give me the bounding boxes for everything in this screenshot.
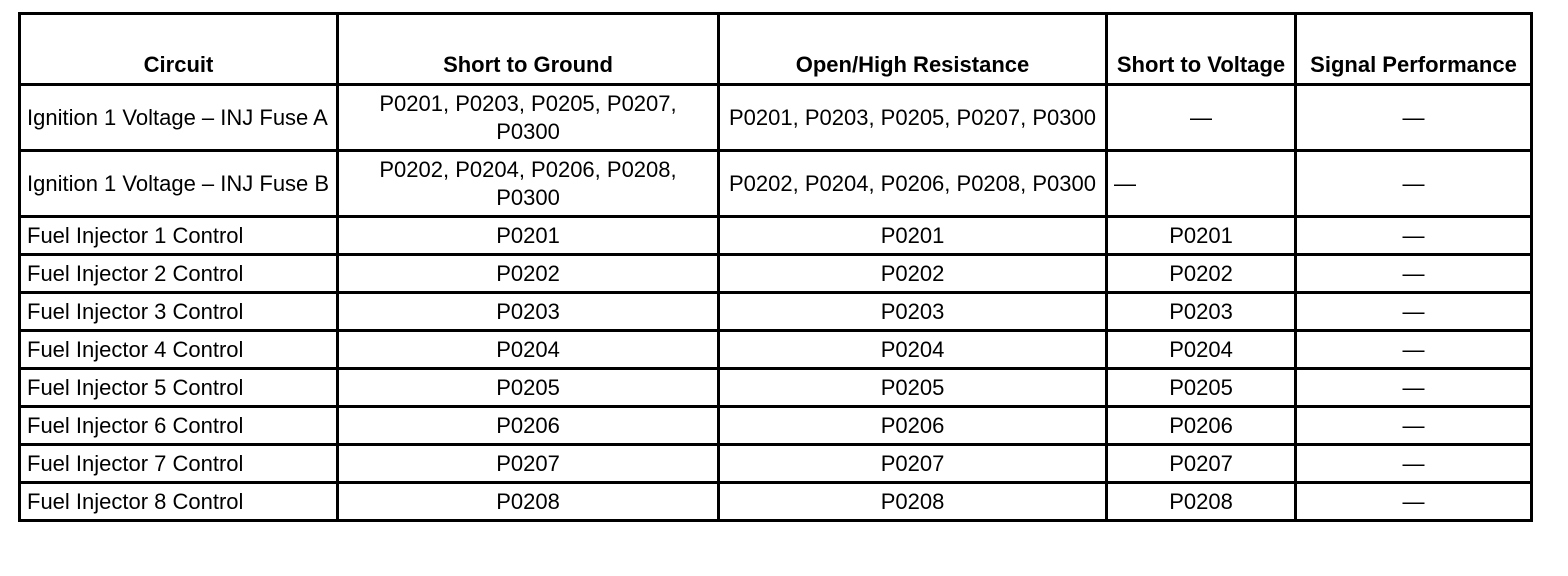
cell-signal-performance: — xyxy=(1296,293,1532,331)
cell-short-to-voltage: P0203 xyxy=(1107,293,1296,331)
cell-signal-performance: — xyxy=(1296,331,1532,369)
cell-open-high-resistance: P0201, P0203, P0205, P0207, P0300 xyxy=(719,85,1107,151)
cell-short-to-ground: P0202 xyxy=(338,255,719,293)
cell-short-to-ground: P0201, P0203, P0205, P0207, P0300 xyxy=(338,85,719,151)
cell-short-to-voltage: — xyxy=(1107,85,1296,151)
dtc-circuit-table xyxy=(18,12,1533,522)
cell-short-to-voltage: P0206 xyxy=(1107,407,1296,445)
table-header-row xyxy=(20,14,1532,85)
cell-circuit: Fuel Injector 4 Control xyxy=(20,331,338,369)
cell-short-to-ground: P0205 xyxy=(338,369,719,407)
header-short-to-voltage: Short to Voltage xyxy=(1107,14,1296,85)
cell-circuit: Fuel Injector 1 Control xyxy=(20,217,338,255)
cell-short-to-ground: P0207 xyxy=(338,445,719,483)
cell-short-to-ground: P0204 xyxy=(338,331,719,369)
header-open-high-resistance: Open/High Resistance xyxy=(719,14,1107,85)
cell-circuit: Fuel Injector 8 Control xyxy=(20,483,338,521)
cell-signal-performance: — xyxy=(1296,369,1532,407)
cell-open-high-resistance: P0202, P0204, P0206, P0208, P0300 xyxy=(719,151,1107,217)
table-row xyxy=(20,255,1532,293)
cell-short-to-voltage: P0202 xyxy=(1107,255,1296,293)
table-row xyxy=(20,483,1532,521)
header-signal-performance: Signal Performance xyxy=(1296,14,1532,85)
cell-short-to-ground: P0201 xyxy=(338,217,719,255)
table-row xyxy=(20,217,1532,255)
cell-signal-performance: — xyxy=(1296,445,1532,483)
cell-short-to-voltage: P0201 xyxy=(1107,217,1296,255)
cell-short-to-ground: P0208 xyxy=(338,483,719,521)
cell-circuit: Fuel Injector 6 Control xyxy=(20,407,338,445)
cell-signal-performance: — xyxy=(1296,255,1532,293)
cell-short-to-ground: P0203 xyxy=(338,293,719,331)
cell-short-to-voltage: P0205 xyxy=(1107,369,1296,407)
header-circuit: Circuit xyxy=(20,14,338,85)
cell-open-high-resistance: P0206 xyxy=(719,407,1107,445)
table-row xyxy=(20,85,1532,151)
cell-open-high-resistance: P0207 xyxy=(719,445,1107,483)
cell-short-to-voltage: P0207 xyxy=(1107,445,1296,483)
table-row xyxy=(20,407,1532,445)
cell-circuit: Fuel Injector 2 Control xyxy=(20,255,338,293)
cell-signal-performance: — xyxy=(1296,483,1532,521)
cell-open-high-resistance: P0208 xyxy=(719,483,1107,521)
table-row xyxy=(20,369,1532,407)
table-row xyxy=(20,445,1532,483)
cell-circuit: Fuel Injector 7 Control xyxy=(20,445,338,483)
table-row xyxy=(20,151,1532,217)
cell-open-high-resistance: P0203 xyxy=(719,293,1107,331)
cell-signal-performance: — xyxy=(1296,217,1532,255)
cell-circuit: Fuel Injector 5 Control xyxy=(20,369,338,407)
cell-signal-performance: — xyxy=(1296,407,1532,445)
cell-open-high-resistance: P0202 xyxy=(719,255,1107,293)
cell-open-high-resistance: P0205 xyxy=(719,369,1107,407)
cell-short-to-voltage: P0208 xyxy=(1107,483,1296,521)
cell-open-high-resistance: P0204 xyxy=(719,331,1107,369)
cell-short-to-ground: P0202, P0204, P0206, P0208, P0300 xyxy=(338,151,719,217)
cell-open-high-resistance: P0201 xyxy=(719,217,1107,255)
table-row xyxy=(20,331,1532,369)
cell-circuit: Ignition 1 Voltage – INJ Fuse A xyxy=(20,85,338,151)
cell-circuit: Ignition 1 Voltage – INJ Fuse B xyxy=(20,151,338,217)
cell-short-to-ground: P0206 xyxy=(338,407,719,445)
cell-circuit: Fuel Injector 3 Control xyxy=(20,293,338,331)
table-row xyxy=(20,293,1532,331)
cell-short-to-voltage: — xyxy=(1107,151,1296,217)
cell-signal-performance: — xyxy=(1296,85,1532,151)
cell-signal-performance: — xyxy=(1296,151,1532,217)
header-short-to-ground: Short to Ground xyxy=(338,14,719,85)
cell-short-to-voltage: P0204 xyxy=(1107,331,1296,369)
